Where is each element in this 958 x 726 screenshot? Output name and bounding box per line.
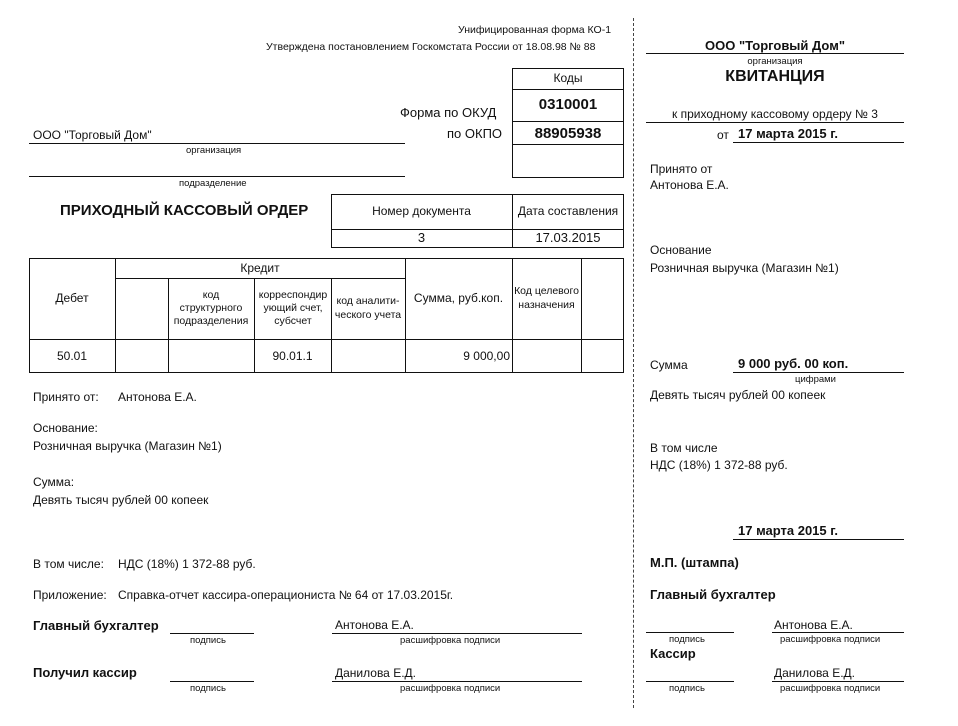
- date-label: Дата составления: [517, 204, 619, 218]
- form-name: Унифицированная форма КО-1: [458, 24, 612, 36]
- receipt-date-bottom: 17 марта 2015 г.: [738, 523, 838, 538]
- receipt-cashier-sign-caption: подпись: [669, 683, 705, 694]
- cashier-label: Получил кассир: [33, 665, 137, 680]
- doc-date: 17.03.2015: [535, 230, 601, 246]
- credit-header: Кредит: [240, 260, 280, 275]
- chief-decode-caption: расшифровка подписи: [400, 635, 501, 646]
- receipt-including-value: НДС (18%) 1 372-88 руб.: [650, 458, 788, 472]
- receipt-date: 17 марта 2015 г.: [738, 126, 838, 141]
- attachment-label: Приложение:: [33, 588, 107, 602]
- approval-note: Утверждена постановлением Госкомстата России от 18.08.98 № 88: [266, 41, 596, 53]
- credit-col-analytic: код аналити-ческого учета: [334, 295, 402, 321]
- row-sum: 9 000,00: [463, 349, 510, 363]
- debit-header: Дебет: [55, 291, 89, 305]
- receipt-title: КВИТАНЦИЯ: [725, 68, 825, 85]
- chief-accountant-name: Антонова Е.А.: [335, 618, 414, 632]
- including-value: НДС (18%) 1 372-88 руб.: [118, 557, 256, 571]
- receipt-chief-name: Антонова Е.А.: [774, 618, 853, 632]
- tear-off-line: [633, 18, 634, 708]
- receipt-basis-label: Основание: [650, 243, 712, 257]
- receipt-chief-decode-caption: расшифровка подписи: [780, 634, 881, 645]
- order-title: ПРИХОДНЫЙ КАССОВЫЙ ОРДЕР: [60, 202, 309, 219]
- doc-number: 3: [417, 230, 426, 246]
- row-corr-account: 90.01.1: [272, 348, 313, 363]
- row-debit: 50.01: [56, 348, 88, 363]
- receipt-digits-caption: цифрами: [795, 374, 836, 385]
- row-struct-code: [168, 339, 254, 373]
- okud-label: Форма по ОКУД: [400, 105, 497, 120]
- receipt-chief-label: Главный бухгалтер: [650, 587, 776, 602]
- received-value: Антонова Е.А.: [118, 390, 197, 404]
- cashier-name: Данилова Е.Д.: [335, 666, 416, 680]
- org-name: ООО "Торговый Дом": [33, 128, 152, 142]
- receipt-including-label: В том числе: [650, 441, 718, 455]
- sum-label: Сумма:: [33, 475, 75, 489]
- receipt-basis-value: Розничная выручка (Магазин №1): [650, 261, 839, 275]
- purpose-header: Код целевого назначения: [514, 285, 579, 311]
- cashier-signature-line: [170, 681, 254, 682]
- receipt-chief-signature-line: [646, 632, 734, 633]
- receipt-org-name: ООО "Торговый Дом": [705, 38, 845, 53]
- attachment-value: Справка-отчет кассира-операциониста № 64 от 17.03.2015г.: [118, 588, 454, 602]
- sum-words: Девять тысяч рублей 00 копеек: [33, 493, 209, 507]
- receipt-cashier-label: Кассир: [650, 646, 696, 661]
- subdiv-caption: подразделение: [179, 178, 247, 189]
- receipt-stamp: М.П. (штампа): [650, 555, 739, 570]
- receipt-from-label: от: [717, 128, 729, 142]
- row-analytic: [331, 339, 405, 373]
- receipt-received-label: Принято от: [650, 162, 713, 176]
- okud-value: 0310001: [538, 96, 598, 113]
- receipt-org-caption: организация: [747, 56, 803, 67]
- receipt-cashier-signature-line: [646, 681, 734, 682]
- receipt-cashier-decode-caption: расшифровка подписи: [780, 683, 881, 694]
- receipt-received-value: Антонова Е.А.: [650, 178, 729, 192]
- cashier-decode-caption: расшифровка подписи: [400, 683, 501, 694]
- chief-sign-caption: подпись: [190, 635, 226, 646]
- sum-header: Сумма, руб.коп.: [413, 291, 504, 305]
- receipt-cashier-name: Данилова Е.Д.: [774, 666, 855, 680]
- including-label: В том числе:: [33, 557, 104, 571]
- credit-col-corr: корреспондир ующий счет, субсчет: [258, 288, 328, 328]
- chief-signature-line: [170, 633, 254, 634]
- row-purpose: [512, 339, 581, 373]
- receipt-chief-sign-caption: подпись: [669, 634, 705, 645]
- codes-label: Коды: [553, 71, 583, 85]
- receipt-sum-label: Сумма: [650, 358, 688, 372]
- receipt-sum-words: Девять тысяч рублей 00 копеек: [650, 388, 826, 402]
- org-caption: организация: [186, 145, 242, 156]
- received-label: Принято от:: [33, 390, 99, 404]
- credit-col-struct: код структурного подразделения: [173, 288, 249, 328]
- okpo-label: по ОКПО: [447, 126, 503, 141]
- cashier-sign-caption: подпись: [190, 683, 226, 694]
- chief-accountant-label: Главный бухгалтер: [33, 618, 159, 633]
- basis-value: Розничная выручка (Магазин №1): [33, 439, 222, 453]
- okpo-value: 88905938: [534, 125, 602, 142]
- receipt-to-order: к приходному кассовому ордеру № 3: [672, 107, 878, 121]
- basis-label: Основание:: [33, 421, 98, 435]
- receipt-sum-value: 9 000 руб. 00 коп.: [738, 356, 849, 371]
- doc-number-label: Номер документа: [372, 204, 471, 218]
